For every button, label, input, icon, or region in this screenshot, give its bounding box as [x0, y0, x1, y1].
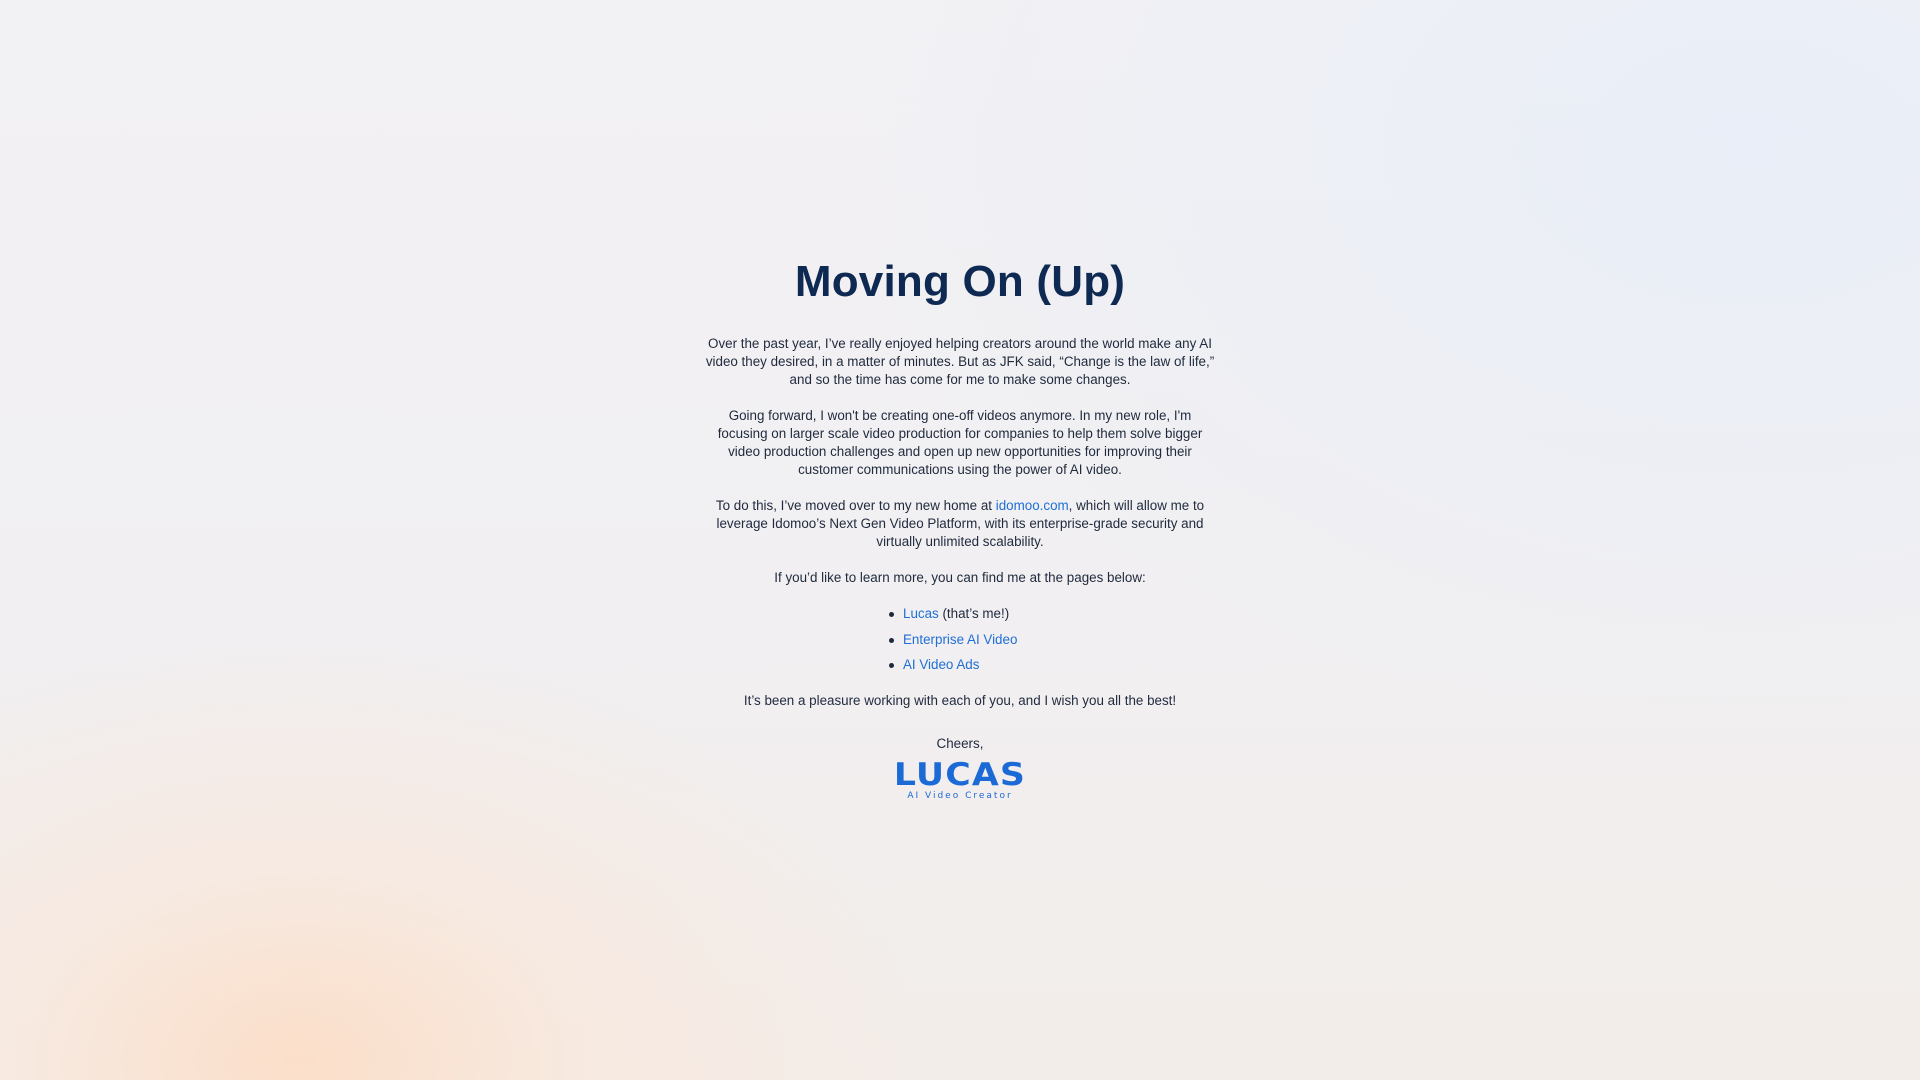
idomoo-link[interactable]: idomoo.com — [995, 498, 1069, 513]
page-title: Moving On (Up) — [794, 257, 1126, 306]
logo-wordmark: LUCAS — [893, 757, 1027, 793]
list-item — [887, 631, 1033, 649]
ai-video-ads-link[interactable]: AI Video Ads — [903, 657, 980, 672]
new-home-paragraph — [705, 497, 1215, 551]
lucas-link[interactable]: Lucas — [903, 606, 939, 621]
lucas-link-suffix: (that’s me!) — [938, 606, 1010, 621]
bullet-icon — [889, 612, 894, 617]
logo-tagline: AI Video Creator — [907, 791, 1013, 801]
new-role-paragraph: Going forward, I won't be creating one-off videos anymore. In my new role, I'm focusing on larger scale video production for companies to help them solve bigger video production challenges and open up new opportunities for improving their customer communications using the power of AI video. — [717, 408, 1203, 477]
bullet-icon — [889, 638, 894, 643]
intro-paragraph: Over the past year, I’ve really enjoyed helping creators around the world make any AI video they desired, in a matter of minutes. But as JFK said, “Change is the law of life,” and so the time has come for me to make some changes. — [705, 336, 1215, 387]
new-home-text-before: To do this, I’ve moved over to my new home at — [715, 498, 996, 513]
lucas-logo — [705, 759, 1215, 802]
list-item — [887, 656, 1033, 674]
list-item — [887, 605, 1033, 623]
pages-list — [705, 605, 1215, 674]
closing-paragraph: It’s been a pleasure working with each of you, and I wish you all the best! — [743, 693, 1177, 708]
enterprise-ai-video-link[interactable]: Enterprise AI Video — [903, 631, 1018, 647]
learn-more-paragraph: If you’d like to learn more, you can find me at the pages below: — [774, 570, 1146, 585]
cheers-text: Cheers, — [936, 736, 984, 751]
bullet-icon — [889, 663, 894, 668]
new-home-text-after: , which will allow me to leverage Idomoo’s Next Gen Video Platform, with its enterprise-grade security and virtually unlimited scalability. — [716, 498, 1205, 549]
main-content — [705, 252, 1215, 802]
